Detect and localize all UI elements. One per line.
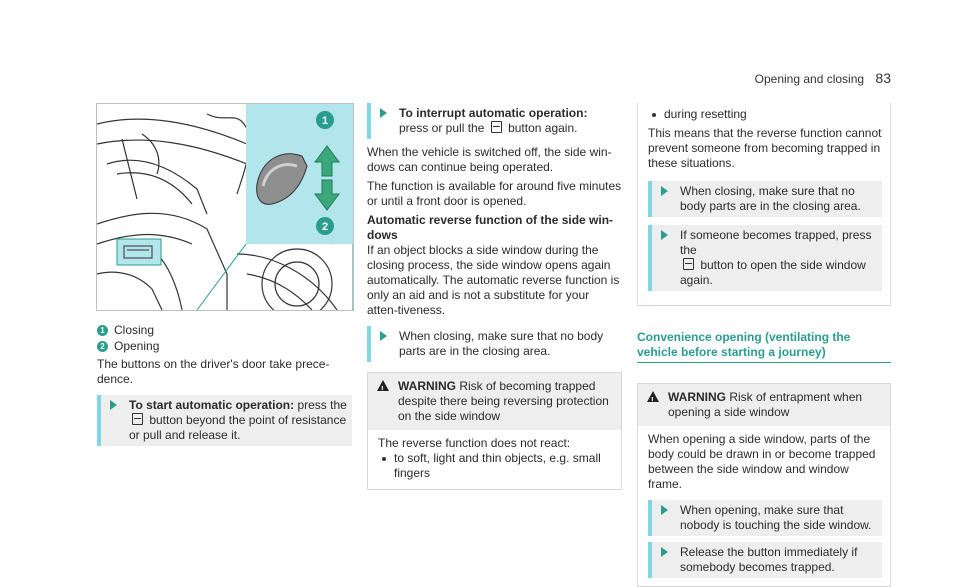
bullet-item [648, 107, 882, 122]
step-text: When closing, make sure that no body parts are in the closing area. [399, 329, 604, 358]
bullet-text: to soft, light and thin objects, e.g. small fingers [394, 451, 601, 480]
arrow-icon [380, 331, 387, 341]
instruction-step [648, 181, 882, 217]
step-text: When closing, make sure that no body parts are in the closing area. [680, 184, 861, 213]
svg-text:2: 2 [321, 221, 329, 233]
legend-item-opening [97, 339, 352, 354]
column-right [637, 103, 891, 587]
window-switch-illustration [96, 103, 354, 311]
arrow-icon [110, 400, 117, 410]
instruction-step [367, 103, 622, 139]
step-text: button again. [504, 121, 578, 135]
arrow-icon [661, 505, 668, 515]
warning-body [368, 430, 621, 489]
warning-icon [377, 380, 389, 391]
section-title: Convenience opening (ventilating the vehicle before starting a journey) [637, 330, 891, 363]
page-header [755, 70, 891, 86]
step-text: button beyond the point of resistance or pull and release it. [129, 413, 347, 442]
legend-label: Closing [114, 323, 155, 337]
bullet-text: during resetting [664, 107, 747, 121]
instruction-step [97, 395, 352, 446]
step-heading: To start automatic operation: [129, 398, 295, 412]
intro-text: The buttons on the driver's door take prece-dence. [97, 357, 330, 386]
paragraph: The function is available for around five minutes or until a front door is opened. [367, 179, 622, 208]
step-text: Release the button immediately if somebody becomes trapped. [680, 545, 858, 574]
bullet-item [378, 451, 613, 481]
arrow-icon [661, 186, 668, 196]
arrow-icon [661, 230, 668, 240]
paragraph: If an object blocks a side window during the closing process, the side window opens again automatically. The automatic reverse function is only an aid and is not a substitute for your atten-tiveness. [367, 243, 620, 317]
warning-header [638, 384, 890, 426]
page-number: 83 [875, 70, 891, 86]
legend-item-closing [97, 323, 352, 338]
warning-icon [647, 391, 659, 402]
warning-body [638, 426, 890, 586]
instruction-step [367, 326, 622, 362]
warning-header [368, 373, 621, 430]
warning-text: Risk of becoming trapped despite there being reversing protection on the side window [398, 379, 609, 423]
warning-title: WARNING [668, 390, 726, 404]
warning-box [637, 383, 891, 587]
instruction-step [648, 542, 882, 578]
step-text: press or pull the [399, 121, 485, 135]
warning-body-text: When opening a side window, parts of the body could be drawn in or become trapped between the side window and window frame. [648, 432, 876, 491]
subheading: Automatic reverse function of the side win-dows [367, 213, 614, 242]
paragraph: This means that the reverse function cannot prevent someone from becoming trapped in these situations. [648, 126, 882, 170]
bullet-dot [382, 457, 386, 461]
warning-box [367, 372, 622, 490]
bullet-dot [652, 113, 656, 117]
legend-number: 1 [97, 325, 108, 336]
window-button-icon [132, 413, 143, 425]
arrow-icon [661, 547, 668, 557]
window-button-icon [683, 258, 694, 270]
step-text: press the [294, 398, 347, 412]
window-button-icon [491, 121, 502, 133]
arrow-icon [380, 108, 387, 118]
warning-box-continued [637, 103, 891, 306]
instruction-step [648, 500, 882, 536]
warning-title: WARNING [398, 379, 456, 393]
svg-text:1: 1 [321, 115, 329, 127]
instruction-step [648, 225, 882, 291]
column-middle [367, 103, 622, 490]
legend-label: Opening [114, 339, 160, 353]
paragraph: When the vehicle is switched off, the side win-dows can continue being operated. [367, 145, 612, 174]
step-heading: To interrupt automatic operation: [399, 106, 588, 120]
step-text: When opening, make sure that nobody is touching the side window. [680, 503, 872, 532]
section-name: Opening and closing [754, 72, 865, 86]
step-text: If someone becomes trapped, press the [680, 228, 872, 257]
warning-body-text: The reverse function does not react: [378, 436, 571, 450]
warning-text: Risk of entrapment when opening a side window [668, 390, 863, 419]
legend-column [97, 323, 352, 452]
legend-number: 2 [97, 341, 108, 352]
step-text: button to open the side window again. [680, 258, 866, 287]
